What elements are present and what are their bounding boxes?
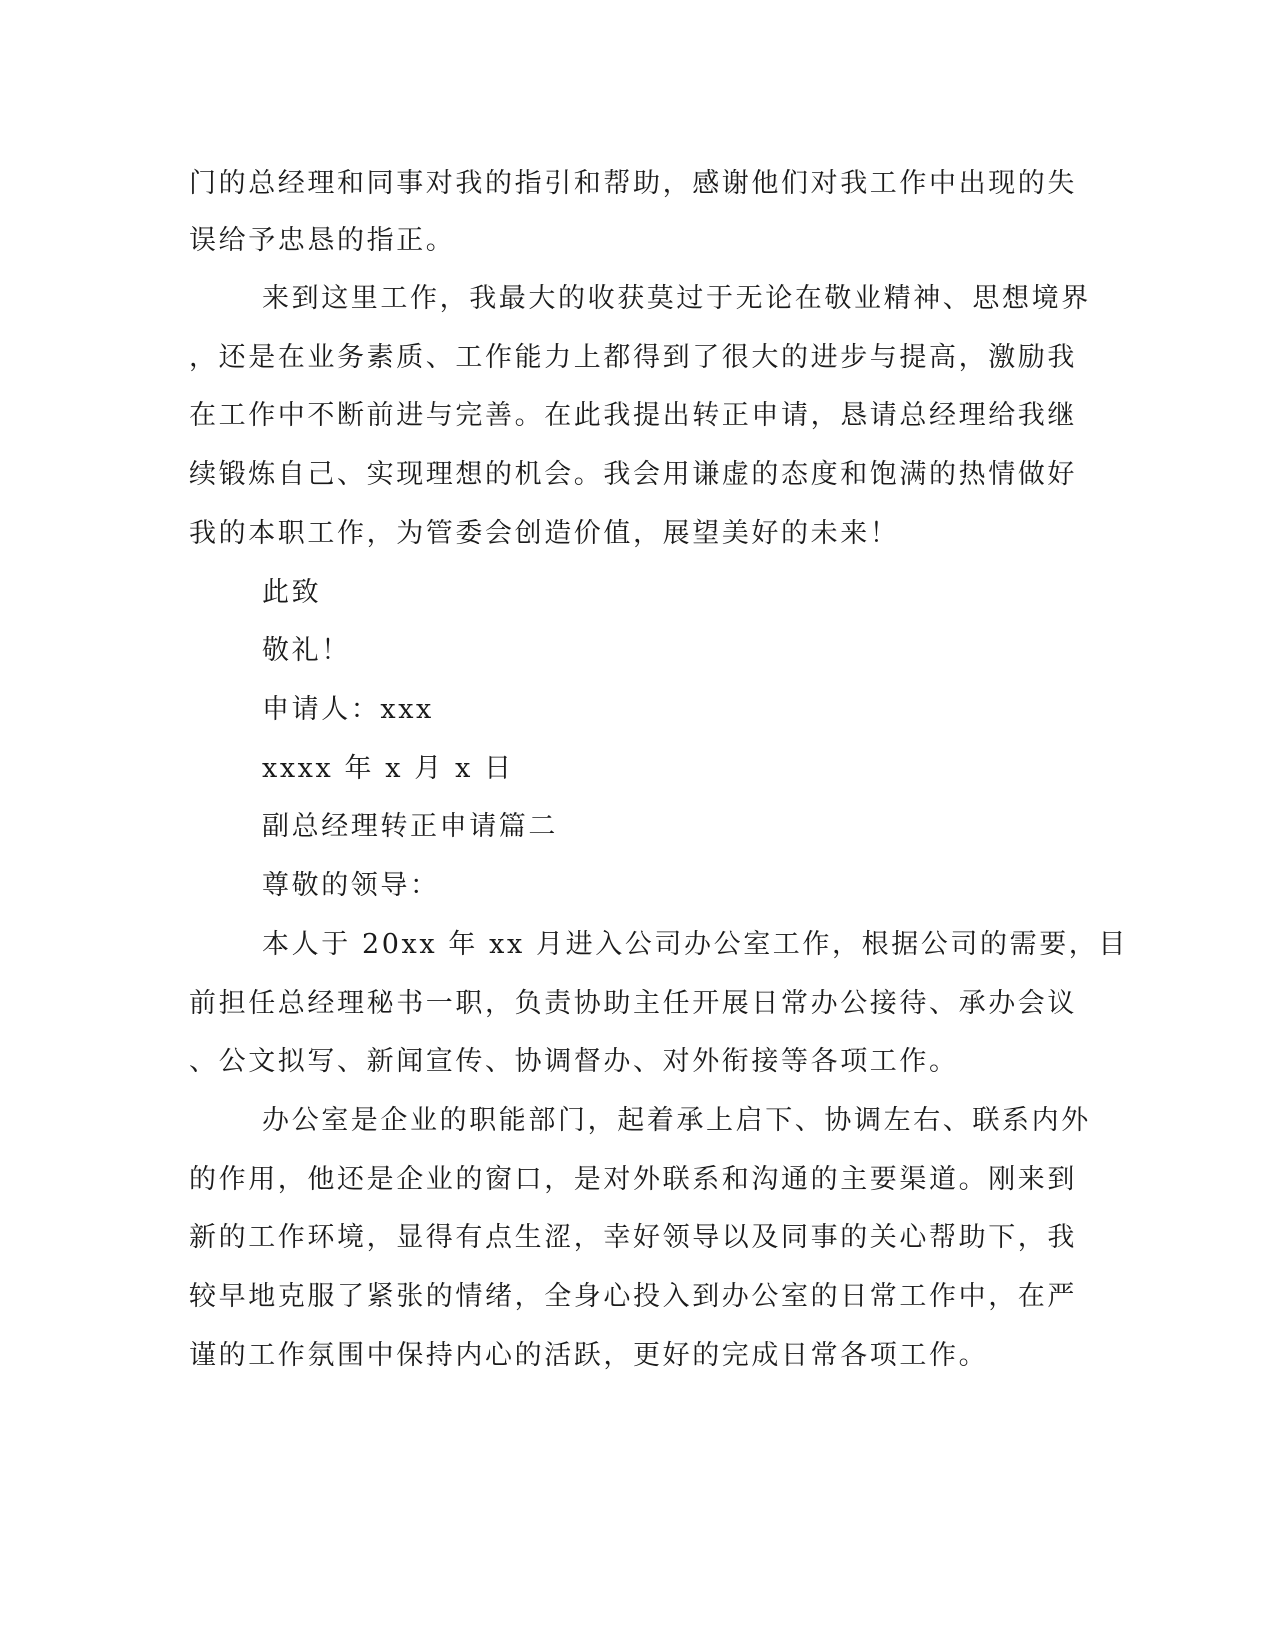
- paragraph-4-line-4: 较早地克服了紧张的情绪，全身心投入到办公室的日常工作中，在严: [189, 1281, 1077, 1312]
- paragraph-2-line-3: 在工作中不断前进与完善。在此我提出转正申请，恳请总经理给我继: [189, 400, 1077, 431]
- section-2-greeting: 尊敬的领导：: [262, 870, 440, 901]
- paragraph-2-line-5: 我的本职工作，为管委会创造价值，展望美好的未来！: [189, 518, 900, 549]
- paragraph-1-line-1: 门的总经理和同事对我的指引和帮助，感谢他们对我工作中出现的失: [189, 168, 1077, 199]
- paragraph-2-line-1: 来到这里工作，我最大的收获莫过于无论在敬业精神、思想境界: [262, 283, 1091, 314]
- paragraph-2-line-4: 续锻炼自己、实现理想的机会。我会用谦虚的态度和饱满的热情做好: [189, 459, 1077, 490]
- paragraph-1-line-2: 误给予忠恳的指正。: [189, 225, 456, 256]
- closing-regards: 敬礼！: [262, 635, 351, 666]
- closing-salutation: 此致: [262, 577, 322, 608]
- paragraph-4-line-1: 办公室是企业的职能部门，起着承上启下、协调左右、联系内外: [262, 1105, 1091, 1136]
- application-date: xxxx 年 x 月 x 日: [262, 753, 514, 784]
- paragraph-4-line-5: 谨的工作氛围中保持内心的活跃，更好的完成日常各项工作。: [189, 1340, 989, 1371]
- paragraph-3-line-1: 本人于 20xx 年 xx 月进入公司办公室工作，根据公司的需要，目: [262, 929, 1128, 960]
- section-2-title: 副总经理转正申请篇二: [262, 811, 558, 842]
- paragraph-3-line-2: 前担任总经理秘书一职，负责协助主任开展日常办公接待、承办会议: [189, 988, 1077, 1019]
- paragraph-4-line-3: 新的工作环境，显得有点生涩，幸好领导以及同事的关心帮助下，我: [189, 1222, 1077, 1253]
- paragraph-4-line-2: 的作用，他还是企业的窗口，是对外联系和沟通的主要渠道。刚来到: [189, 1164, 1077, 1195]
- paragraph-3-line-3: 、公文拟写、新闻宣传、协调督办、对外衔接等各项工作。: [189, 1046, 959, 1077]
- paragraph-2-line-2: ，还是在业务素质、工作能力上都得到了很大的进步与提高，激励我: [189, 342, 1077, 373]
- applicant-name: 申请人：xxx: [262, 694, 434, 725]
